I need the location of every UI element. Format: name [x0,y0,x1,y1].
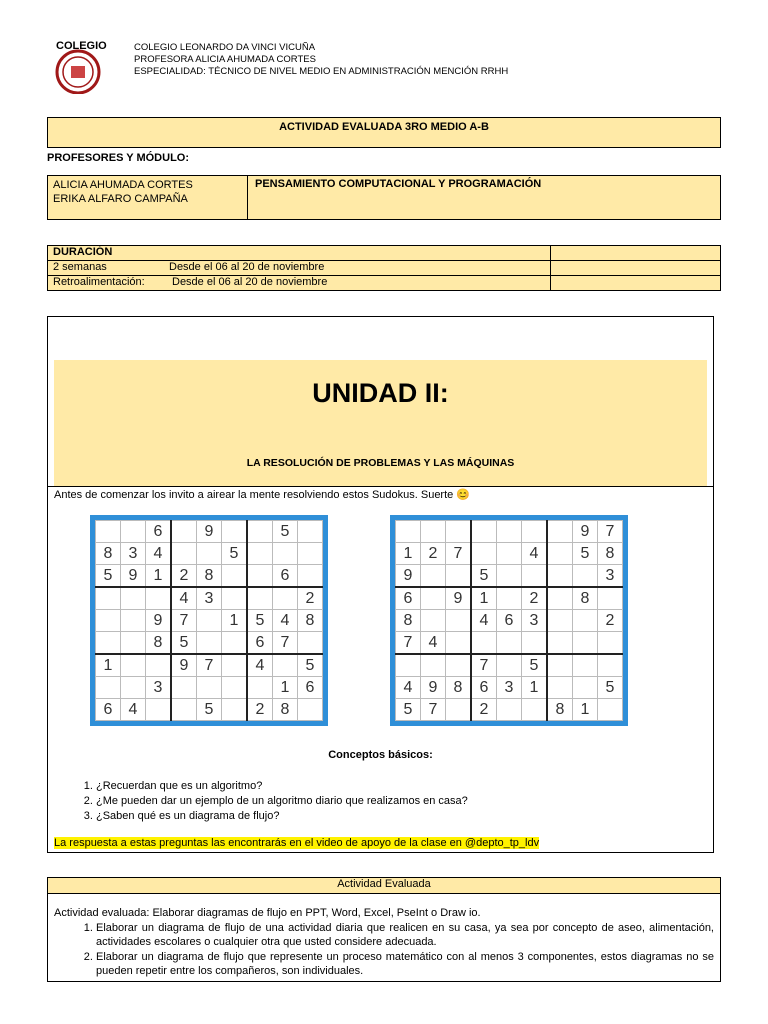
sudoku-cell[interactable]: 3 [598,565,623,588]
unit-title: UNIDAD II: [312,378,449,408]
sudoku-cell[interactable]: 8 [547,699,573,721]
sudoku-cell[interactable]: 1 [396,543,421,565]
sudoku-cell[interactable] [222,654,248,677]
sudoku-cell[interactable] [446,565,472,588]
teacher-name: PROFESORA ALICIA AHUMADA CORTES [134,54,316,65]
sudoku-cell[interactable]: 5 [197,699,222,721]
sudoku-cell[interactable] [471,632,497,655]
sudoku-cell[interactable]: 1 [222,610,248,632]
sudoku-cell[interactable]: 5 [598,677,623,699]
duration-label: DURACIÓN [53,246,113,258]
sudoku-cell[interactable] [247,677,273,699]
sudoku-cell[interactable]: 3 [522,610,548,632]
sudoku-cell[interactable]: 8 [446,677,472,699]
sudoku-cell[interactable]: 6 [247,632,273,655]
sudoku-cell[interactable] [298,565,323,588]
sudoku-cell[interactable] [547,632,573,655]
sudoku-cell[interactable]: 5 [273,521,298,543]
sudoku-cell[interactable]: 6 [396,587,421,610]
sudoku-cell[interactable] [121,521,146,543]
sudoku-cell[interactable] [298,543,323,565]
school-header [134,42,508,78]
sudoku-cell[interactable]: 6 [273,565,298,588]
concepts-list [48,779,468,824]
sudoku-cell[interactable] [598,587,623,610]
sudoku-cell[interactable]: 2 [298,587,323,610]
sudoku-cell[interactable]: 9 [573,521,598,543]
sudoku-cell[interactable] [273,654,298,677]
sudoku-cell[interactable] [121,587,146,610]
sudoku-cell[interactable]: 8 [598,543,623,565]
evaluated-item: 2. Elaborar un diagrama de flujo que represente un proceso matemático con al menos 3 componentes, estos diagramas no se pueden repetir entre los compañeros, son individuales. [96,950,714,979]
sudoku-cell[interactable]: 9 [421,677,446,699]
sudoku-cell[interactable] [446,610,472,632]
sudoku-cell[interactable]: 5 [96,565,121,588]
sudoku-cell[interactable]: 7 [471,654,497,677]
sudoku-cell[interactable]: 1 [522,677,548,699]
sudoku-cell[interactable] [446,632,472,655]
sudoku-cell[interactable] [547,587,573,610]
sudoku-cell[interactable]: 7 [396,632,421,655]
sudoku-cell[interactable] [547,654,573,677]
sudoku-cell[interactable] [497,699,522,721]
sudoku-cell[interactable]: 6 [146,521,172,543]
sudoku-cell[interactable]: 3 [197,587,222,610]
sudoku-cell[interactable] [471,521,497,543]
sudoku-cell[interactable]: 4 [396,677,421,699]
sudoku-cell[interactable] [121,654,146,677]
unit-banner [54,360,707,486]
sudoku-cell[interactable]: 9 [396,565,421,588]
sudoku-cell[interactable] [171,521,197,543]
sudoku-cell[interactable] [547,610,573,632]
sudoku-cell[interactable] [547,521,573,543]
module-name: PENSAMIENTO COMPUTACIONAL Y PROGRAMACIÓN [255,178,542,190]
sudoku-cell[interactable] [497,632,522,655]
sudoku-cell[interactable]: 9 [121,565,146,588]
sudoku-cell[interactable] [497,565,522,588]
sudoku-cell[interactable] [446,654,472,677]
sudoku-cell[interactable]: 2 [171,565,197,588]
logo-text: COLEGIO [56,40,107,52]
sudoku-cell[interactable] [446,521,472,543]
sudoku-cell[interactable] [247,521,273,543]
sudoku-cell[interactable]: 5 [471,565,497,588]
sudoku-cell[interactable]: 4 [522,543,548,565]
sudoku-cell[interactable] [396,521,421,543]
professors-table [47,175,721,220]
concept-item: 1. ¿Recuerdan que es un algoritmo? [96,779,468,794]
sudoku-cell[interactable]: 4 [421,632,446,655]
sudoku-cell[interactable]: 9 [171,654,197,677]
sudoku-cell[interactable]: 4 [146,543,172,565]
sudoku-cell[interactable]: 2 [421,543,446,565]
sudoku-cell[interactable] [421,587,446,610]
sudoku-cell[interactable] [247,543,273,565]
sudoku-cell[interactable]: 1 [273,677,298,699]
sudoku-cell[interactable] [298,699,323,721]
sudoku-cell[interactable] [121,610,146,632]
sudoku-cell[interactable]: 7 [421,699,446,721]
sudoku-cell[interactable] [298,521,323,543]
sudoku-cell[interactable] [497,543,522,565]
sudoku-cell[interactable] [598,654,623,677]
sudoku-cell[interactable] [197,677,222,699]
sudoku-cell[interactable] [421,654,446,677]
concepts-highlight: La respuesta a estas preguntas las encontrarás en el video de apoyo de la clase en @depto_tp_ldv [54,837,540,849]
concepts-title: Conceptos básicos: [328,749,433,761]
sudoku-cell[interactable]: 7 [446,543,472,565]
sudoku-cell[interactable]: 3 [121,543,146,565]
sudoku-cell[interactable] [222,632,248,655]
sudoku-cell[interactable] [598,632,623,655]
sudoku-cell[interactable]: 8 [298,610,323,632]
evaluated-section [47,893,721,982]
sudoku-cell[interactable]: 5 [522,654,548,677]
sudoku-cell[interactable] [171,543,197,565]
specialty: ESPECIALIDAD: TÉCNICO DE NIVEL MEDIO EN ADMINISTRACIÓN MENCIÓN RRHH [134,66,509,77]
sudoku-1[interactable] [90,515,328,726]
sudoku-cell[interactable] [522,521,548,543]
sudoku-cell[interactable] [497,654,522,677]
sudoku-cell[interactable] [146,654,172,677]
sudoku-cell[interactable] [146,587,172,610]
sudoku-cell[interactable]: 4 [273,610,298,632]
sudoku-cell[interactable]: 7 [273,632,298,655]
sudoku-cell[interactable]: 1 [573,699,598,721]
sudoku-cell[interactable]: 7 [197,654,222,677]
sudoku-cell[interactable]: 8 [197,565,222,588]
sudoku-cell[interactable] [171,677,197,699]
sudoku-cell[interactable] [247,565,273,588]
sudoku-cell[interactable]: 6 [497,610,522,632]
sudoku-cell[interactable]: 1 [146,565,172,588]
sudoku-cell[interactable] [573,610,598,632]
sudoku-cell[interactable]: 8 [396,610,421,632]
sudoku-cell[interactable]: 4 [121,699,146,721]
unit-subtitle: LA RESOLUCIÓN DE PROBLEMAS Y LAS MÁQUINAS [246,457,515,469]
sudoku-cell[interactable] [421,565,446,588]
sudoku-cell[interactable] [522,632,548,655]
sudoku-cell[interactable] [298,632,323,655]
sudoku-cell[interactable] [573,565,598,588]
sudoku-cell[interactable] [121,632,146,655]
sudoku-cell[interactable] [96,610,121,632]
sudoku-cell[interactable] [598,699,623,721]
sudoku-2[interactable] [390,515,628,726]
sudoku-cell[interactable] [96,587,121,610]
sudoku-cell[interactable]: 5 [396,699,421,721]
sudoku-cell[interactable]: 9 [446,587,472,610]
evaluated-title: Actividad Evaluada [47,877,721,894]
evaluated-intro: Actividad evaluada: Elaborar diagramas de flujo en PPT, Word, Excel, PseInt o Draw io. [54,907,481,919]
sudoku-cell[interactable] [273,543,298,565]
sudoku-cell[interactable]: 5 [298,654,323,677]
concept-item: 3. ¿Saben qué es un diagrama de flujo? [96,809,468,824]
professor-1: ALICIA AHUMADA CORTES [53,179,193,191]
sudoku-cell[interactable]: 8 [573,587,598,610]
sudoku-cell[interactable]: 2 [471,699,497,721]
duration-table [47,245,721,291]
school-name: COLEGIO LEONARDO DA VINCI VICUÑA [134,42,316,53]
sudoku-cell[interactable] [421,521,446,543]
sudoku-cell[interactable] [171,699,197,721]
sudoku-cell[interactable] [573,654,598,677]
sudoku-cell[interactable]: 8 [273,699,298,721]
sudoku-cell[interactable] [522,699,548,721]
sudoku-cell[interactable] [547,677,573,699]
sudoku-cell[interactable]: 9 [146,610,172,632]
professors-label: PROFESORES Y MÓDULO: [47,152,190,164]
sudoku-cell[interactable]: 7 [171,610,197,632]
sudoku-cell[interactable] [197,632,222,655]
sudoku-cell[interactable]: 9 [197,521,222,543]
sudoku-cell[interactable] [121,677,146,699]
feedback-label: Retroalimentación: [53,276,145,288]
sudoku-cell[interactable]: 4 [471,610,497,632]
sudoku-cell[interactable]: 5 [573,543,598,565]
evaluated-item: 1. Elaborar un diagrama de flujo de una actividad diaria que realicen en su casa, ya sea por concepto de aseo, alimentación, actividades escolares o cualquier otra que usted considere adecuada. [96,921,714,950]
sudoku-cell[interactable]: 3 [497,677,522,699]
sudoku-cell[interactable]: 2 [598,610,623,632]
sudoku-cell[interactable]: 5 [247,610,273,632]
duration-dates: Desde el 06 al 20 de noviembre [169,261,325,273]
sudoku-cell[interactable]: 8 [96,543,121,565]
activity-title: ACTIVIDAD EVALUADA 3RO MEDIO A-B [47,117,721,148]
sudoku-cell[interactable] [573,632,598,655]
sudoku-cell[interactable] [421,610,446,632]
sudoku-cell[interactable]: 2 [247,699,273,721]
sudoku-cell[interactable] [222,677,248,699]
sudoku-cell[interactable] [547,543,573,565]
sudoku-cell[interactable] [547,565,573,588]
sudoku-cell[interactable]: 8 [146,632,172,655]
duration-weeks: 2 semanas [53,261,107,273]
sudoku-cell[interactable]: 7 [598,521,623,543]
sudoku-cell[interactable] [573,677,598,699]
sudoku-cell[interactable] [96,632,121,655]
concept-item: 2. ¿Me pueden dar un ejemplo de un algoritmo diario que realizamos en casa? [96,794,468,809]
sudoku-cell[interactable]: 2 [522,587,548,610]
sudoku-cell[interactable] [222,521,248,543]
sudoku-cell[interactable] [197,543,222,565]
sudoku-cell[interactable]: 5 [171,632,197,655]
sudoku-cell[interactable]: 1 [471,587,497,610]
sudoku-cell[interactable] [273,587,298,610]
sudoku-cell[interactable] [446,699,472,721]
sudoku-cell[interactable] [96,677,121,699]
sudoku-cell[interactable] [96,521,121,543]
sudoku-cell[interactable]: 4 [247,654,273,677]
sudoku-cell[interactable]: 4 [171,587,197,610]
sudoku-cell[interactable]: 6 [471,677,497,699]
sudoku-cell[interactable] [222,565,248,588]
sudoku-cell[interactable]: 5 [222,543,248,565]
unit-intro: Antes de comenzar los invito a airear la mente resolviendo estos Sudokus. Suerte 😊 [54,489,471,501]
sudoku-cell[interactable] [471,543,497,565]
sudoku-cell[interactable]: 1 [96,654,121,677]
sudoku-cell[interactable] [522,565,548,588]
sudoku-cell[interactable] [497,587,522,610]
sudoku-cell[interactable] [146,699,172,721]
sudoku-cell[interactable] [497,521,522,543]
sudoku-cell[interactable] [247,587,273,610]
sudoku-cell[interactable]: 3 [146,677,172,699]
feedback-dates: Desde el 06 al 20 de noviembre [172,276,328,288]
sudoku-cell[interactable] [197,610,222,632]
sudoku-cell[interactable] [222,587,248,610]
sudoku-cell[interactable] [396,654,421,677]
professor-2: ERIKA ALFARO CAMPAÑA [53,193,188,205]
sudoku-cell[interactable]: 6 [96,699,121,721]
sudoku-cell[interactable]: 6 [298,677,323,699]
sudoku-cell[interactable] [222,699,248,721]
